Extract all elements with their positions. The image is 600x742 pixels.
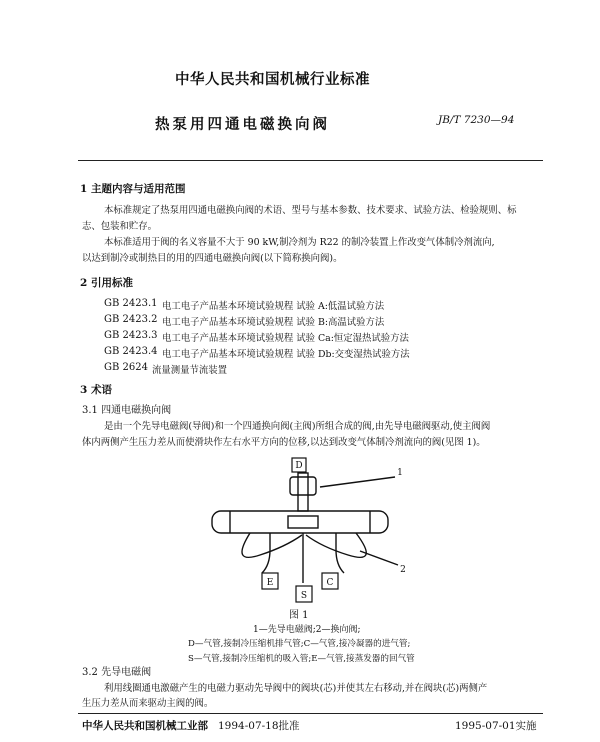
figure-legend-1: 1—先导电磁阀;2—换向阀;: [253, 625, 361, 635]
s1-para1-line1: 本标准规定了热泵用四通电磁换向阀的术语、型号与基本参数、技术要求、试验方法、检验规则、标: [104, 205, 517, 216]
s1-para2-line2: 以达到制冷或制热目的用的四通电磁换向阀(以下简称换向阀)。: [82, 253, 343, 264]
s1-para2-line1: 本标准适用于阀的名义容量不大于 90 kW,制冷剂为 R22 的制冷装置上作改变气体制冷剂流向,: [104, 237, 495, 248]
standard-number: JB/T 7230—94: [438, 114, 515, 126]
figure-legend-3: S—气管,接制冷压缩机的吸入管;E—气管,接蒸发器的回气管: [188, 654, 415, 664]
ref-text: 电工电子产品基本环境试验规程 试验 B:高温试验方法: [162, 317, 385, 328]
pipe-d: [298, 473, 308, 511]
ref-code: GB 2624: [104, 362, 148, 373]
ref-text: 电工电子产品基本环境试验规程 试验 Db:交变湿热试验方法: [162, 349, 410, 360]
s3-1-line2: 体内两侧产生压力差从而使滑块作左右水平方向的位移,以达到改变气体制冷剂流向的阀(见图 1)。: [82, 437, 486, 448]
label-2: 2: [400, 565, 406, 575]
pilot-solenoid: [290, 477, 316, 495]
ref-code: GB 2423.3: [104, 330, 158, 341]
label-1: 1: [397, 468, 403, 478]
figure-1-drawing: [190, 455, 420, 605]
section-3-heading: 3 术语: [80, 384, 112, 396]
s3-2-line2: 生压力差从而来驱动主阀的阀。: [82, 698, 214, 709]
s3-1-line1: 是由一个先导电磁阀(导阀)和一个四通换向阀(主阀)所组合成的阀,由先导电磁阀驱动,使主阀阀: [104, 421, 491, 432]
capillary-left: [242, 533, 302, 557]
footer-rule: [78, 713, 543, 714]
footer-effective-date: 1995-07-01实施: [455, 720, 537, 732]
slider: [288, 516, 318, 528]
s3-1-heading: 3.1 四通电磁换向阀: [82, 405, 172, 416]
ref-text: 电工电子产品基本环境试验规程 试验 Ca:恒定湿热试验方法: [162, 333, 409, 344]
main-valve-body: [212, 511, 388, 533]
ref-code: GB 2423.2: [104, 314, 158, 325]
leader-1: [320, 477, 395, 487]
figure-legend-2: D—气管,接制冷压缩机排气管;C—气管,接冷凝器的进气管;: [188, 639, 411, 649]
leader-2: [360, 551, 398, 565]
s3-2-line1: 利用线圈通电激磁产生的电磁力驱动先导阀中的阀块(芯)并使其左右移动,并在阀块(芯)两侧产: [104, 683, 488, 694]
ref-code: GB 2423.4: [104, 346, 158, 357]
figure-caption: 图 1: [289, 610, 309, 621]
label-s: S: [300, 591, 308, 601]
footer-issuer: 中华人民共和国机械工业部: [82, 720, 208, 732]
label-d: D: [295, 461, 303, 471]
document-title: 热泵用四通电磁换向阀: [155, 116, 330, 133]
header-rule: [78, 160, 543, 161]
section-2-heading: 2 引用标准: [80, 277, 133, 289]
org-standard-title: 中华人民共和国机械行业标准: [175, 71, 370, 88]
footer-approve-date: 1994-07-18批准: [218, 720, 300, 732]
ref-text: 流量测量节流装置: [152, 365, 228, 376]
label-e: E: [266, 578, 274, 588]
label-c: C: [326, 578, 334, 588]
ref-text: 电工电子产品基本环境试验规程 试验 A:低温试验方法: [162, 301, 385, 312]
ref-code: GB 2423.1: [104, 298, 158, 309]
s1-para1-line2: 志、包装和贮存。: [82, 221, 158, 232]
s3-2-heading: 3.2 先导电磁阀: [82, 667, 152, 678]
section-1-heading: 1 主题内容与适用范围: [80, 183, 186, 195]
